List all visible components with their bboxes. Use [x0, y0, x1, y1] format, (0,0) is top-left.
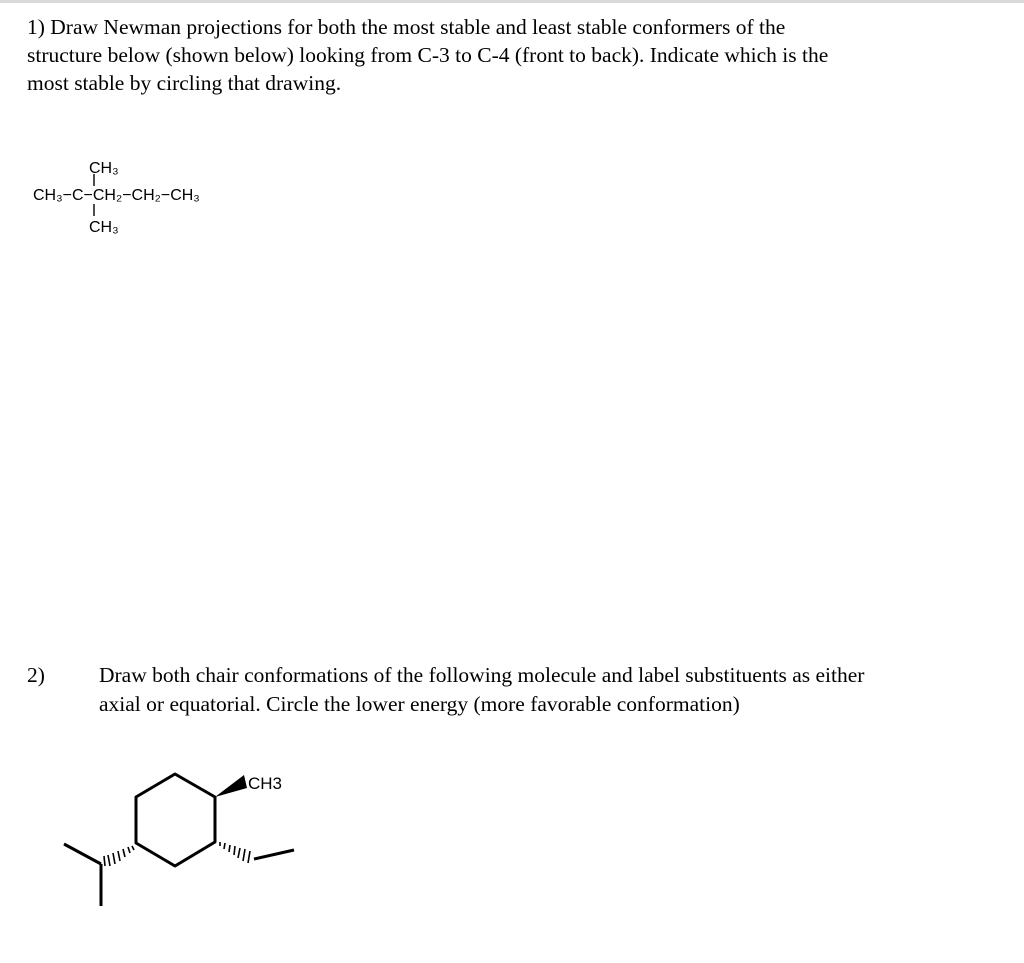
isopropyl-left-bond	[64, 844, 101, 864]
question-1-line-2: structure below (shown below) looking from C-3 to C-4 (front to back). Indicate which is the	[27, 43, 829, 67]
structure-1-bottom-methyl: CH₃	[89, 219, 119, 236]
hashed-wedge-ethyl	[220, 842, 250, 863]
cyclohexane-ring	[136, 774, 215, 866]
hashed-wedge-isopropyl	[104, 846, 134, 866]
cyclohexane-structure	[64, 774, 215, 906]
question-2-line-2: axial or equatorial. Circle the lower energy (more favorable conformation)	[99, 692, 740, 716]
question-1-line-1: 1) Draw Newman projections for both the most stable and least stable conformers of the	[27, 15, 786, 39]
question-1-line-3: most stable by circling that drawing.	[27, 71, 342, 95]
question-2-line-1: Draw both chair conformations of the following molecule and label substituents as either	[99, 663, 865, 687]
question-2-number: 2)	[27, 663, 45, 687]
structure-1-top-methyl: CH₃	[89, 160, 119, 177]
solid-wedge-methyl	[215, 775, 247, 797]
ethyl-terminal-bond	[254, 850, 294, 859]
methyl-label: CH3	[248, 774, 283, 793]
structure-1-main-chain: CH₃−C−CH₂−CH₂−CH₃	[33, 187, 200, 204]
condensed-structure	[33, 160, 200, 236]
question-2-text	[99, 661, 999, 719]
